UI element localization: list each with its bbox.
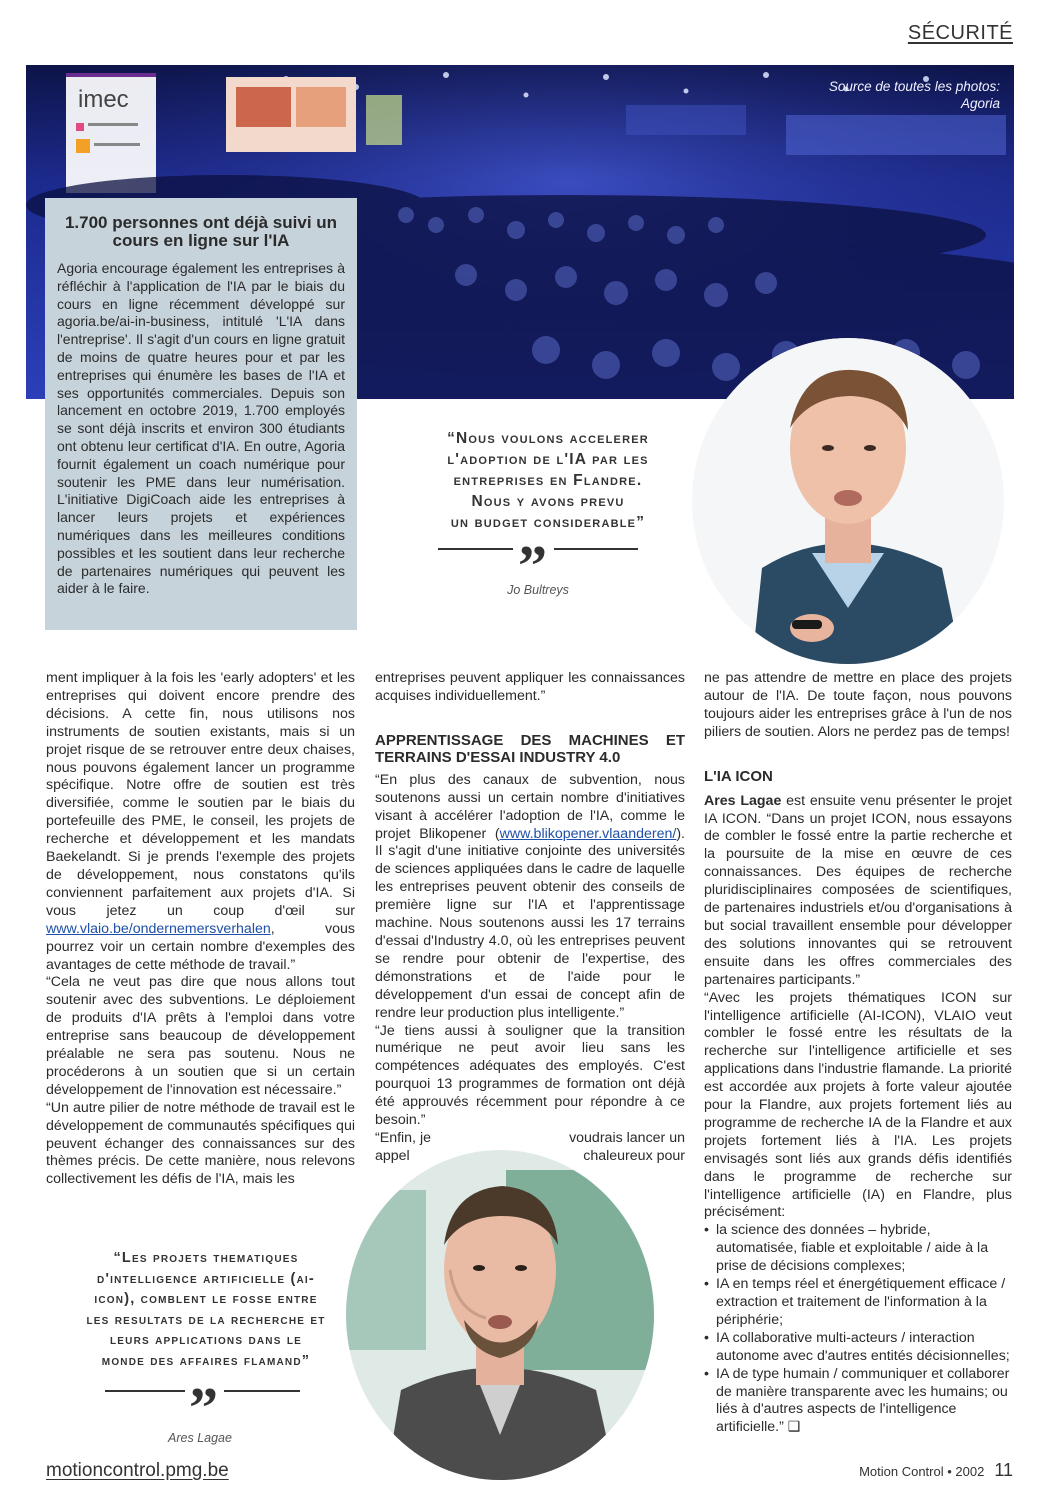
col2-heading: APPRENTISSAGE DES MACHINES ET TERRAINS D'ESSAI INDUSTRY 4.0	[375, 731, 685, 766]
page-number: 11	[994, 1460, 1013, 1480]
infobox-title: 1.700 personnes ont déjà suivi un cours en ligne sur l'IA	[64, 213, 338, 250]
quote2-line: d'intelligence artificielle (ai-	[97, 1270, 315, 1287]
col2-paragraph-1	[375, 772, 685, 1023]
blikopener-link[interactable]: www.blikopener.vlaanderen/	[499, 825, 677, 842]
col2-paragraph-0: entreprises peuvent appliquer les connaissances acquises individuellement.”	[375, 670, 685, 704]
col1-text: ment impliquer à la fois les 'early adopters' et les entreprises qui doivent encore prendre des décisions. A cette fin, nous utilisons nos instruments de soutien existants, mais si un projet risque de se retrouver entre deux chaises, nous pouvons également lancer un programme spécifique. Notre offre de soutien est très diversifiée, comme le soutien par le biais du portefeuille des PME, le conseil, les projets de recherche et développement et les mandats Baekelandt. Si je prends l'exemple des projets de développement, nous constatons qu'ils conviennent parfaitement aux projets d'IA. Si vous jetez un coup d'œil sur	[46, 670, 355, 919]
quote2-line: monde des affaires flamand”	[101, 1352, 311, 1369]
quote1-author: Jo Bultreys	[507, 583, 569, 597]
col3-heading: L'IA ICON	[704, 767, 773, 785]
quote2-rule-right	[224, 1390, 300, 1392]
col3-bullet-list	[704, 1222, 1012, 1437]
footer-issue	[859, 1460, 1013, 1481]
col3-text: est ensuite venu présenter le projet IA ICON. “Dans un projet ICON, nous essayons de combler le fossé entre la partie recherche et la poursuite de la mise en œuvre de ces connaissances. Des équipes de recherche pluridisciplinaires composées de scientifiques, de partenaires industriels et/ou d'organisations à but social travaillent ensemble pour développer des solutions innovantes qui se retrouvent ensuite dans les offres commerciales des partenaires participants.”	[704, 792, 1012, 988]
col2-wrap-line-1	[375, 1130, 685, 1148]
quote2-rule-left	[105, 1390, 185, 1392]
footer-issue-text: Motion Control • 2002	[859, 1464, 985, 1479]
quote1-line: entreprises en Flandre.	[453, 472, 643, 489]
article-column-3	[704, 670, 1012, 1437]
list-item: • la science des données – hybride, automatisée, fiable et exploitable / aide à la prise de décisions complexes;	[704, 1222, 1012, 1276]
portrait-ares-lagae	[346, 1147, 654, 1480]
vlaio-link[interactable]: www.vlaio.be/ondernemersverhalen	[46, 920, 271, 937]
quote1-rule-left	[438, 548, 513, 550]
quote2-line: icon), comblent le fosse entre	[94, 1291, 318, 1307]
col2-text: “Enfin, je	[375, 1129, 431, 1146]
quote1-line: Nous y avons prevu	[471, 493, 625, 510]
quote2-line: “Les projets thematiques	[113, 1250, 299, 1266]
portrait-jo-bultreys	[692, 338, 1004, 664]
section-tag: SÉCURITÉ	[907, 22, 1013, 44]
footer-website-link[interactable]: motioncontrol.pmg.be	[46, 1460, 229, 1481]
col2-text: “En plus des canaux de subvention, nous soutenons aussi un certain nombre d'initiatives visant à accélérer l'adoption de l'IA, comme le projet Blikopener (	[375, 771, 685, 842]
sidebar-infobox	[45, 198, 357, 630]
list-item: • IA collaborative multi-acteurs / interaction autonome avec d'autres entités décisionnelles;	[704, 1330, 1012, 1366]
col3-paragraph-0: ne pas attendre de mettre en place des projets autour de l'IA. De toute façon, nous pouvons toujours aider les entreprises grâce à l'un de nos piliers de soutien. Alors ne perdez pas de temps!	[704, 670, 1012, 740]
col1-paragraph-3: “Un autre pilier de notre méthode de travail est le développement de communautés spécifiques qui peuvent échanger des connaissances sur des thèmes précis. De cette manière, nous relevons collectivement les défis de l'IA, mais les	[46, 1099, 355, 1188]
article-column-1	[46, 670, 355, 1189]
photo-credit-line2: Agoria	[960, 96, 1000, 111]
quote1-line: un budget considerable”	[450, 514, 646, 531]
list-item: • IA de type humain / communiquer et collaborer de manière transparente avec les humains; ou liés à d'autres aspects de l'intelligence artificielle.” ❑	[704, 1366, 1012, 1438]
quote1-line: “Nous voulons accelerer	[447, 430, 649, 447]
list-item: • IA en temps réel et énergétiquement efficace / extraction et traitement de l'information à la périphérie;	[704, 1276, 1012, 1330]
article-column-2	[375, 670, 685, 1166]
stage-logo-text: imec	[78, 86, 129, 113]
col3-paragraph-1	[704, 793, 1012, 990]
photo-credit-line1: Source de toutes les photos:	[828, 79, 1000, 94]
col1-paragraph-1	[46, 670, 355, 974]
quote2-mark: „	[189, 1345, 219, 1410]
col3-paragraph-2: “Avec les projets thématiques ICON sur l'intelligence artificielle (AI-ICON), VLAIO veut combler le fossé entre les résultats de la recherche sur l'intelligence artificielle et ses applications dans l'industrie flamande. La priorité est accordée aux projets à forte valeur ajoutée pour la Flandre, aux projets fortement liés au programme de recherche IA de la Flandre et aux projets fortement liés à l'IA. Les projets envisagés sont liés aux grands défis identifiés dans le programme de recherche sur l'intelligence artificielle (IA) en Flandre, plus précisément:	[704, 989, 1012, 1221]
col1-text: , vous pourrez voir un certain nombre d'exemples des avantages de cette méthode de travail.”	[46, 920, 355, 973]
col1-paragraph-2: “Cela ne veut pas dire que nous allons tout soutenir avec des subventions. Le déploiement de produits d'IA prêts à l'emploi dans votre entreprise sans beaucoup de développement préalable ne sera pas soutenu. Nous ne procéderons à un soutien que si un certain développement de l'innovation est nécessaire.”	[46, 974, 355, 1098]
quote2-line: leurs applications dans le	[110, 1332, 302, 1348]
col2-text: ). Il s'agit d'une initiative conjointe des universités de sciences appliquées dans le cadre de laquelle les entreprises peuvent obtenir des conseils de première ligne sur l'IA et l'apprentissage machine. Nous soutenons aussi les 17 terrains d'essai d'Industry 4.0, où les entreprises peuvent se rendre pour obtenir de l'expertise, des démonstrations et de l'aide pour le développement d'un essai de concept afin de rendre leur production plus intelligente.”	[375, 825, 685, 1021]
infobox-body: Agoria encourage également les entreprises à réfléchir à l'application de l'IA par le biais du cours en ligne récemment développé sur agoria.be/ai-in-business, intitulé 'L'IA dans l'entreprise'. Il s'agit d'un cours en ligne gratuit de moins de quatre heures pour et par les entreprises qui énumère les bases de l'IA et ses opportunités commerciales. Depuis son lancement en octobre 2019, 1.700 employés se sont déjà inscrits et environ 300 étudiants ont obtenu leur certificat d'IA. En outre, Agoria fournit également un coach numérique pour soutenir les PME dans leur numérisation. L'initiative DigiCoach aide les entreprises à lancer leurs projets et expériences numériques dans les meilleures conditions possibles et les soutient dans leur recherche de partenaires numériques qui peuvent les aider à le faire.	[57, 260, 345, 597]
col2-text: voudrais lancer un	[569, 1129, 685, 1146]
quote2-line: les resultats de la recherche et	[86, 1311, 326, 1328]
quote2-author: Ares Lagae	[168, 1431, 232, 1445]
col2-paragraph-2: “Je tiens aussi à souligner que la transition numérique ne peut avoir lieu sans les compétences adéquates des employés. C'est pourquoi 13 programmes de formation ont déjà été approuvés récemment pour répondre à ce besoin.”	[375, 1022, 685, 1129]
photo-credit	[829, 78, 1000, 112]
quote1-mark: „	[518, 503, 548, 568]
col2-text: chaleureux pour	[583, 1147, 685, 1164]
col2-text: appel	[375, 1147, 410, 1164]
quote1-line: l'adoption de l'IA par les	[447, 451, 649, 468]
quote1-rule-right	[554, 548, 638, 550]
speaker-name: Ares Lagae	[704, 792, 782, 809]
